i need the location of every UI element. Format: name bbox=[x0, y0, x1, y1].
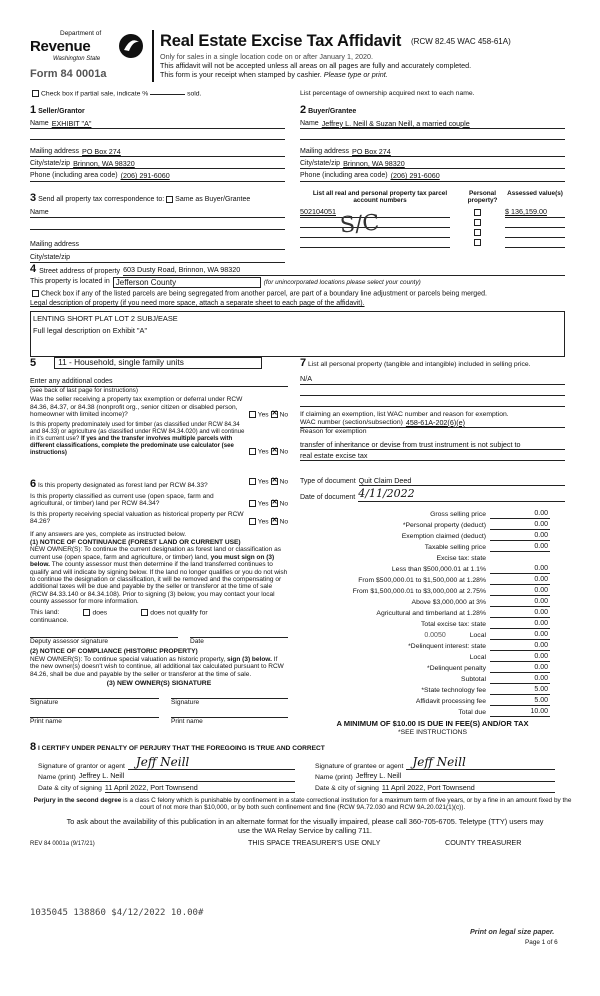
forest-no-checkbox[interactable] bbox=[271, 478, 278, 485]
seller-section: 1 Seller/Grantor Name EXHIBIT "A" Mailing address PO Box 274 City/state/zip Brinnon, WA 98320 Phone (including area code) (206) 291-6060 bbox=[30, 104, 285, 182]
tax-row bbox=[300, 706, 550, 717]
ownership-note: List percentage of ownership acquired next to each name. bbox=[300, 90, 475, 97]
form-number: Form 84 0001a bbox=[30, 68, 107, 80]
exemption-reason-line1[interactable]: transfer of inheritance or devise from trust instrument is not subject to bbox=[300, 441, 565, 450]
partial-sale-row: Check box if partial sale, indicate % sold. bbox=[30, 90, 201, 98]
tax-row-amount[interactable]: 0.00 bbox=[490, 510, 550, 519]
tax-row-amount[interactable]: 0.00 bbox=[490, 631, 550, 640]
tax-row-label: Taxable selling price bbox=[424, 544, 486, 552]
tax-row bbox=[300, 662, 550, 673]
forest-land-section: 6 Is this property designated as forest land per RCW 84.33? Yes✕ No Is this property classified as current use (open space, farm and agricultural, or timber) land per RCW 84.34? Yes✕ No Is this property receiving special valuation as historical property per RCW 84.26? Yes✕ No If any answers are yes, complete as instructed below. (1) NOTICE OF CONTINUANCE (FOREST LAND OR CURRENT USE) NEW OWNER(S): To continue the current designation as forest land or classification as current use (open space, farm and agriculture, or timber) land, you must sign on (3) below. The county assessor must then determine if the land transferred continues to qualify and will indicate by signing below. If the land no longer qualifies or you do not wish to continue the designation or classification, it will be removed and the compensating or additional taxes will be due and payable by the seller or transferor at the time of sale (RCW 84.33.140 or 84.34.108). Prior to signing (3) below, you may contact your local county assessor for more information. This land: does does not qualify for continuance. Deputy assessor signature Date (2) NOTICE OF COMPLIANCE (HISTORIC PROPERTY) NEW OWNER(S): To continue special valuation as historic property, sign (3) below. If the new owner(s) doesn't wish to continue, all additional tax calculated pursuant to RCW 84.26, shall be due and payable by the seller or transferor at the time of sale. (3) NEW OWNER(S) SIGNATURE Signature Signature Print name Print name bbox=[30, 478, 288, 725]
tax-row-amount[interactable]: 0.00 bbox=[490, 543, 550, 552]
assessed-value[interactable]: $ 136,159.00 bbox=[505, 206, 547, 216]
tax-row-amount[interactable]: 10.00 bbox=[490, 708, 550, 717]
tax-row-amount[interactable]: 0.00 bbox=[490, 598, 550, 607]
form-title: Real Estate Excise Tax Affidavit bbox=[160, 32, 402, 50]
tax-row-label: Local bbox=[469, 654, 486, 662]
tax-row-label: Local bbox=[469, 632, 486, 640]
dor-logo bbox=[30, 30, 148, 86]
buyer-name[interactable]: Jeffrey L. Neill & Suzan Neill, a married couple bbox=[321, 118, 470, 128]
page-number: Page 1 of 6 bbox=[525, 939, 558, 946]
land-use-section: 5 11 - Household, single family units Enter any additional codes (see back of last page for instructions) Was the seller receiving a property tax exemption or deferral under RCW 84.36, 84.37, or 84.38 (nonprofit org., senior citizen or disabled person, homeowner with limited income)? Yes✕ No Is this property predominately used for timber (as classified under RCW 84.34 and 84.33) or agriculture (as classified under RCW 84.34.020) and will continue in it's current use? If yes and the transfer involves multiple parcels with different classifications, complete the predominate use calculator (see instructions) Yes✕ No bbox=[30, 357, 288, 456]
tax-row-label: *Personal property (deduct) bbox=[402, 522, 486, 530]
tax-row-amount[interactable]: 0.00 bbox=[490, 532, 550, 541]
tax-row bbox=[300, 530, 550, 541]
does-not-qualify-checkbox[interactable] bbox=[141, 609, 148, 616]
tax-row-amount[interactable]: 0.00 bbox=[490, 675, 550, 684]
grantee-print-name[interactable]: Jeffrey L. Neill bbox=[356, 772, 555, 781]
tax-row bbox=[300, 684, 550, 695]
header-line1: Only for sales in a single location code on or after January 1, 2020. bbox=[160, 52, 373, 61]
county-select[interactable]: Jefferson County bbox=[113, 277, 261, 288]
tax-row-label: Above $3,000,000 at 3% bbox=[411, 599, 486, 607]
wac-number[interactable]: 458-61A-202(6)(e) bbox=[405, 417, 466, 427]
handwritten-stamp: S/C bbox=[339, 210, 381, 239]
legal-description-box[interactable]: LENTING SHORT PLAT LOT 2 SUBJ/EASE Full legal description on Exhibit "A" bbox=[30, 311, 565, 357]
tax-row bbox=[300, 607, 550, 618]
timber-no-checkbox[interactable] bbox=[271, 448, 278, 455]
tax-row-label: *Delinquent penalty bbox=[427, 665, 486, 673]
grantee-date-city[interactable]: 11 April 2022, Port Townsend bbox=[382, 784, 555, 793]
dor-logo-icon bbox=[118, 32, 144, 60]
grantor-signature[interactable]: Jeff Neill bbox=[128, 756, 295, 771]
does-qualify-checkbox[interactable] bbox=[83, 609, 90, 616]
tax-row-label: From $500,000.01 to $1,500,000 at 1.28% bbox=[358, 577, 486, 585]
seller-name[interactable]: EXHIBIT "A" bbox=[51, 118, 92, 128]
tax-row bbox=[300, 640, 550, 651]
document-type[interactable]: Quit Claim Deed bbox=[359, 477, 565, 486]
tax-row bbox=[300, 541, 550, 552]
tax-row bbox=[300, 629, 550, 640]
new-owner-signature-1[interactable]: Signature bbox=[30, 698, 159, 707]
tax-row-label: *Delinquent interest: state bbox=[408, 643, 486, 651]
dept-line2: Revenue bbox=[30, 38, 91, 55]
historic-no-checkbox[interactable] bbox=[271, 518, 278, 525]
tax-row-label: *State technology fee bbox=[421, 687, 486, 695]
partial-sale-checkbox[interactable] bbox=[32, 90, 39, 97]
personal-property-checkbox-2[interactable] bbox=[474, 219, 481, 226]
parcel-table: List all real and personal property tax parcel account numbers Personal property? Assessed value(s) 502104051 $ 136,159.00 S/C bbox=[300, 190, 565, 248]
tax-row bbox=[300, 673, 550, 684]
seller-phone[interactable]: (206) 291-6060 bbox=[120, 171, 170, 181]
street-address[interactable]: 603 Dusty Road, Brinnon, WA 98320 bbox=[123, 266, 565, 275]
tax-row bbox=[300, 651, 550, 662]
same-as-buyer-checkbox[interactable] bbox=[166, 196, 173, 203]
personal-property-value[interactable]: N/A bbox=[300, 373, 312, 383]
tax-row-label: Affidavit processing fee bbox=[415, 698, 486, 706]
paper-note: Print on legal size paper. bbox=[470, 927, 555, 936]
tax-row-label: Exemption claimed (deduct) bbox=[401, 533, 486, 541]
header-divider bbox=[152, 30, 154, 82]
tax-row-label: Total excise tax: state bbox=[421, 621, 486, 629]
certification-section: 8 I CERTIFY UNDER PENALTY OF PERJURY THAT THE FOREGOING IS TRUE AND CORRECT Signature of grantor or agent Jeff Neill Name (print) Jeffrey L. Neill Date & city of signing 11 April 2022, Port Townsend Signature of grantee or agent Jeff Neill Name (print) Jeffrey L. Neill Date & city of signing 11 April 2022, Port Townsend bbox=[30, 741, 570, 793]
personal-property-checkbox-4[interactable] bbox=[474, 239, 481, 246]
tax-row-amount[interactable]: 0.00 bbox=[490, 521, 550, 530]
personal-property-checkbox-1[interactable] bbox=[474, 209, 481, 216]
tax-row bbox=[300, 519, 550, 530]
tax-row bbox=[300, 574, 550, 585]
buyer-city[interactable]: Brinnon, WA 98320 bbox=[343, 159, 405, 169]
tax-row-label: Excise tax: state bbox=[436, 555, 486, 563]
personal-property-section: 7 List all personal property (tangible and intangible) included in selling price. N/A If claiming an exemption, list WAC number and reason for exemption. WAC number (section/subsection) 458-61A-202(6)(e) Reason for exemption transfer of inheritance or devise from trust instrument is not subject to real estate excise tax Type of document Quit Claim Deed Date of document 4/11/2022 bbox=[300, 357, 565, 502]
tax-row bbox=[300, 695, 550, 706]
exemption-no-checkbox[interactable] bbox=[271, 411, 278, 418]
property-location-section: 4 Street address of property 603 Dusty Road, Brinnon, WA 98320 This property is located in Jefferson County (for unincorporated locations please select your county) Check box if any of the listed parcels are being segregated from another parcel, are part of a boundary line adjustment or parcels being merged. Legal description of property (if you need more space, attach a separate sheet to each page of the affidavit). LENTING SHORT PLAT LOT 2 SUBJ/EASE Full legal description on Exhibit "A" bbox=[30, 263, 565, 357]
tax-row-amount[interactable]: 0.00 bbox=[490, 565, 550, 574]
tax-row-amount[interactable]: 0.00 bbox=[490, 642, 550, 651]
buyer-section: 2 Buyer/Grantee Name Jeffrey L. Neill & Suzan Neill, a married couple Mailing address PO Box 274 City/state/zip Brinnon, WA 98320 Phone (including area code) (206) 291-6060 bbox=[300, 104, 565, 182]
dept-line1: Department of bbox=[60, 30, 102, 37]
tax-row-amount[interactable]: 0.00 bbox=[490, 620, 550, 629]
county-treasurer: COUNTY TREASURER bbox=[445, 838, 522, 847]
tax-row-amount[interactable]: 0.00 bbox=[490, 609, 550, 618]
local-rate: 0.0050 bbox=[424, 631, 446, 639]
buyer-mailing[interactable]: PO Box 274 bbox=[352, 146, 391, 156]
buyer-phone[interactable]: (206) 291-6060 bbox=[390, 171, 440, 181]
new-owner-signature-2[interactable]: Signature bbox=[171, 698, 288, 707]
tax-row-amount[interactable]: 5.00 bbox=[490, 686, 550, 695]
tax-row-amount[interactable]: 0.00 bbox=[490, 664, 550, 673]
personal-property-checkbox-3[interactable] bbox=[474, 229, 481, 236]
grantor-date-city[interactable]: 11 April 2022, Port Townsend bbox=[105, 784, 295, 793]
header-line2: This affidavit will not be accepted unless all areas on all pages are fully and accurately completed. bbox=[160, 61, 472, 70]
grantor-print-name[interactable]: Jeffrey L. Neill bbox=[79, 772, 295, 781]
minimum-due-note: A MINIMUM OF $10.00 IS DUE IN FEE(S) AND/OR TAX *SEE INSTRUCTIONS bbox=[336, 719, 529, 736]
dept-line3: Washington State bbox=[53, 56, 101, 62]
current-use-no-checkbox[interactable] bbox=[271, 500, 278, 507]
header-line3: This form is your receipt when stamped by cashier. Please type or print. bbox=[160, 70, 388, 79]
tax-row bbox=[300, 552, 550, 563]
document-date[interactable]: 4/11/2022 bbox=[358, 488, 565, 502]
accessibility-note: To ask about the availability of this publication in an alternate format for the visually impaired, please call 360-705-6705. Teletype (TTY) users may use the WA Relay Service by calling 711. bbox=[66, 817, 544, 835]
grantee-signature[interactable]: Jeff Neill bbox=[406, 756, 555, 771]
tax-row-label: Subtotal bbox=[461, 676, 486, 684]
send-correspondence-section: 3 Send all property tax correspondence to: Same as Buyer/Grantee Name Mailing address City/state/zip bbox=[30, 192, 285, 263]
segregated-checkbox[interactable] bbox=[32, 290, 39, 297]
tax-row bbox=[300, 563, 550, 574]
tax-row-label: Agricultural and timberland at 1.28% bbox=[376, 610, 486, 618]
parcel-number[interactable]: 502104051 bbox=[300, 206, 336, 216]
tax-row-label: Gross selling price bbox=[430, 511, 486, 519]
perjury-notice: Perjury in the second degree is a class C felony which is punishable by confinement in a state correctional institution for a maximum term of five years, or by a fine in an amount fixed by the court of not more than $10,000, or by both such confinement and fine (RCW 9A.72.030 and RCW 9A.20.021(1)(c)). bbox=[33, 797, 572, 812]
form-rcw: (RCW 82.45 WAC 458-61A) bbox=[411, 37, 511, 46]
tax-row bbox=[300, 596, 550, 607]
tax-row bbox=[300, 508, 550, 519]
land-use-select[interactable]: 11 - Household, single family units bbox=[54, 357, 262, 369]
exemption-reason-line2[interactable]: real estate excise tax bbox=[300, 452, 565, 461]
tax-row bbox=[300, 585, 550, 596]
new-owner-print-1[interactable]: Print name bbox=[30, 717, 159, 726]
seller-city[interactable]: Brinnon, WA 98320 bbox=[73, 159, 135, 169]
tax-row-amount[interactable]: 0.00 bbox=[490, 653, 550, 662]
treasurer-use: THIS SPACE TREASURER'S USE ONLY bbox=[248, 838, 381, 847]
new-owner-print-2[interactable]: Print name bbox=[171, 717, 288, 726]
tax-row-label: From $1,500,000.01 to $3,000,000 at 2.75% bbox=[352, 588, 486, 596]
seller-mailing[interactable]: PO Box 274 bbox=[82, 146, 121, 156]
tax-row-amount[interactable]: 5.00 bbox=[490, 697, 550, 706]
revision: REV 84 0001a (9/17/21) bbox=[30, 841, 95, 847]
tax-row-label: Total due bbox=[458, 709, 486, 717]
receipt-stamp: 1035045 138860 $4/12/2022 10.00# bbox=[30, 908, 204, 918]
tax-row-amount[interactable]: 0.00 bbox=[490, 576, 550, 585]
tax-row-amount[interactable]: 0.00 bbox=[490, 587, 550, 596]
tax-computation bbox=[300, 508, 550, 717]
tax-row-label: Less than $500,000.01 at 1.1% bbox=[391, 566, 486, 574]
tax-row bbox=[300, 618, 550, 629]
